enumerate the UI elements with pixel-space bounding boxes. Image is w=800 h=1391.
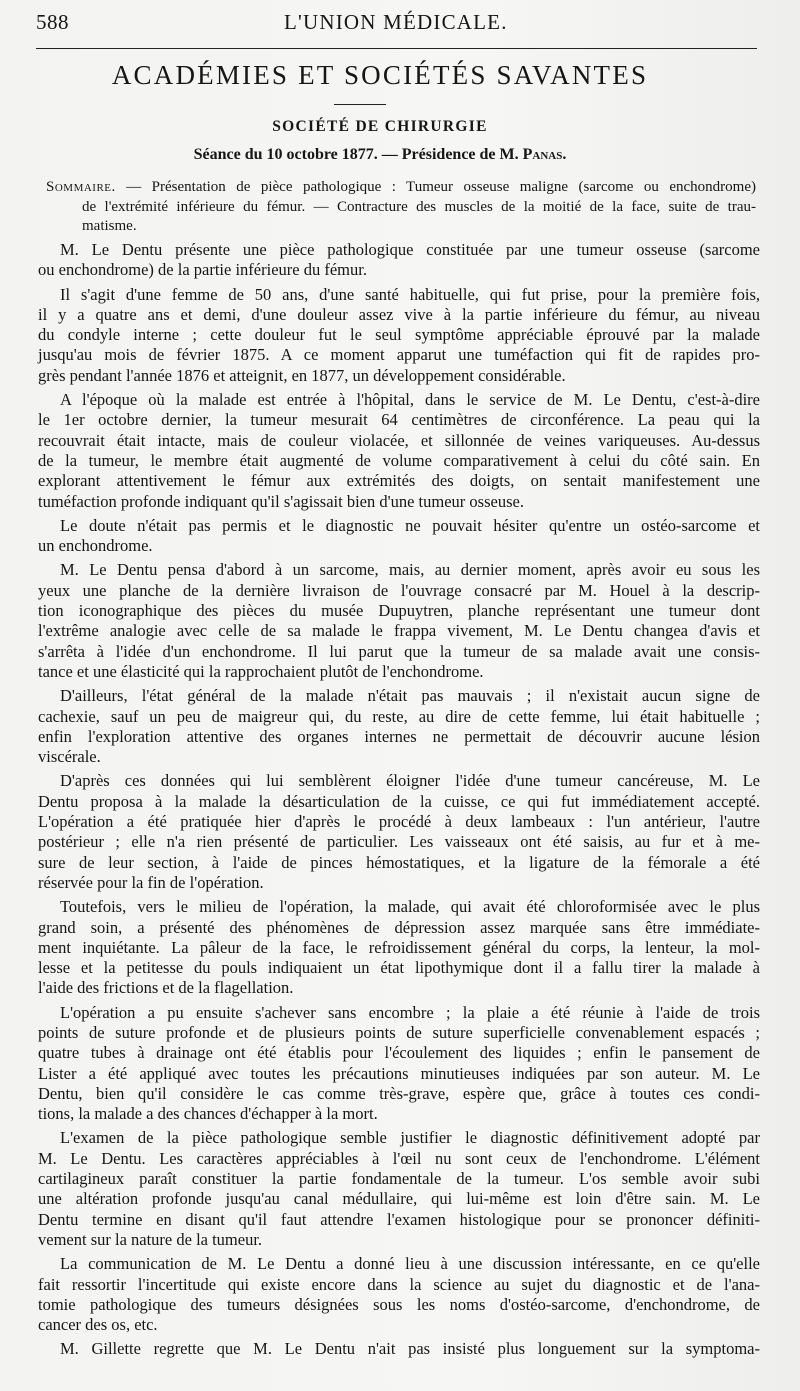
text-line: tance et une élasticité qui la rapprochaient plutôt de l'enchondrome. xyxy=(38,661,484,681)
text-line: enfin l'exploration attentive des organes internes ne permettait de découvrir aucune lésion xyxy=(38,726,760,746)
text-line: Dentu, bien qu'il considère le cas comme très-grave, espère que, grâce à toutes ces condi- xyxy=(38,1083,760,1103)
paragraph xyxy=(38,560,760,682)
paragraph xyxy=(38,1339,760,1359)
paragraph xyxy=(38,686,760,767)
text-line: recouvrait était intacte, mais de couleur violacée, et sillonnée de veines variqueuses. Au-dessus xyxy=(38,430,760,450)
text-line: l'extrême analogie avec celle de sa malade le frappa vivement, M. Le Dentu changea d'avis et xyxy=(38,621,760,641)
text-line: quatre tubes à drainage ont été établis pour l'écoulement des liquides ; enfin le pansement de xyxy=(38,1043,760,1063)
text-line: vement sur la nature de la tumeur. xyxy=(38,1229,263,1249)
text-line: s'arrêta à l'idée d'un enchondrome. Il lui parut que la tumeur de sa malade avait une consis- xyxy=(38,641,760,661)
summary xyxy=(46,178,756,237)
text-line: ou enchondrome) de la partie inférieure du fémur. xyxy=(38,260,367,280)
text-line: sure de leur section, à l'aide de pinces hémostatiques, et la ligature de la fémorale a été xyxy=(38,852,760,872)
paragraph xyxy=(38,285,760,386)
text-line: un enchondrome. xyxy=(38,536,153,556)
text-line: L'opération a été pratiquée hier d'après le procédé à deux lambeaux : l'un antérieur, l'autre xyxy=(38,812,760,832)
text-line: lesse et la petitesse du pouls indiquaient un état lipothymique dont il a fallu tirer la malade à xyxy=(38,958,760,978)
paragraph xyxy=(38,1003,760,1125)
text-line: le 1er octobre dernier, la tumeur mesurait 64 centimètres de circonférence. La peau qui la xyxy=(38,410,760,430)
society-title: SOCIÉTÉ DE CHIRURGIE xyxy=(272,118,488,135)
paragraph xyxy=(38,1128,760,1250)
session-text: Séance du 10 octobre 1877. — Présidence de M. xyxy=(193,146,523,163)
text-line: réservée pour la fin de l'opération. xyxy=(38,872,264,892)
text-line: points de suture profonde et de plusieurs points de suture superficielle convenablement espacés ; xyxy=(38,1022,760,1042)
paragraph xyxy=(38,897,760,998)
text-line: cachexie, sauf un peu de maigreur qui, du reste, au dire de cette femme, lui était habituelle ; xyxy=(38,706,760,726)
text-line: yeux une planche de la dernière livraison de l'ouvrage consacré par M. Houel à la descrip- xyxy=(38,580,760,600)
text-line: viscérale. xyxy=(38,747,101,767)
text-line: Dentu proposa à la malade la désarticulation de la cuisse, ce qui fut immédiatement accepté. xyxy=(38,791,760,811)
text-line: postérieur ; elle n'a rien présenté de particulier. Les vaisseaux ont été saisis, au fur et à me- xyxy=(38,832,760,852)
text-line: cartilagineux paraît constituer la partie fondamentale de la tumeur. L'os semble avoir subi xyxy=(38,1169,760,1189)
text-line: Il s'agit d'une femme de 50 ans, d'une santé habituelle, qui fut prise, pour la première fois, xyxy=(60,284,760,304)
paragraph xyxy=(38,1254,760,1335)
text-line: L'examen de la pièce pathologique semble justifier le diagnostic définitivement adopté par xyxy=(60,1128,760,1148)
text-line: explorant attentivement le fémur aux extrémités des doigts, on sentait manifestement une xyxy=(38,471,760,491)
text-line: de la tumeur, le membre était augmenté de volume comparativement à celui du côté sain. En xyxy=(38,450,760,470)
text-line: grès pendant l'année 1876 et atteignit, en 1877, un développement considérable. xyxy=(38,365,566,385)
text-line: tomie pathologique des tumeurs désignées sous les noms d'ostéo-sarcome, d'enchondrome, de xyxy=(38,1294,760,1314)
summary-label: Sommaire. xyxy=(46,179,116,195)
summary-line-text: — Présentation de pièce pathologique : Tumeur osseuse maligne (sarcome ou enchondrome) xyxy=(115,179,756,195)
paragraph xyxy=(38,240,760,281)
text-line: Lister a été appliqué avec toutes les précautions minutieuses indiquées par son auteur. M. Le xyxy=(38,1063,760,1083)
text-line: tion iconographique des pièces du musée Dupuytren, planche représentant une tumeur dont xyxy=(38,601,760,621)
session-line xyxy=(0,146,760,164)
text-line: l'aide des frictions et de la flagellation. xyxy=(38,978,294,998)
page-header xyxy=(36,6,756,40)
text-line: tuméfaction profonde indiquant qu'il s'agissait bien d'une tumeur osseuse. xyxy=(38,491,524,511)
text-line: Le doute n'était pas permis et le diagnostic ne pouvait hésiter qu'entre un ostéo-sarcome et xyxy=(60,515,760,535)
text-line: M. Gillette regrette que M. Le Dentu n'ait pas insisté plus longuement sur la symptoma- xyxy=(60,1339,760,1359)
text-line: jusqu'au mois de février 1875. A ce moment apparut une tuméfaction qui fit de rapides pro- xyxy=(38,345,760,365)
paragraph xyxy=(38,516,760,557)
text-line: du condyle interne ; cette douleur fut le seul symptôme appréciable éprouvé par la malade xyxy=(38,325,760,345)
session-president: Panas xyxy=(522,146,563,163)
text-line: A l'époque où la malade est entrée à l'hôpital, dans le service de M. Le Dentu, c'est-à-dire xyxy=(60,390,760,410)
text-line: L'opération a pu ensuite s'achever sans encombre ; la plaie a été réunie à l'aide de trois xyxy=(60,1002,760,1022)
paragraph xyxy=(38,390,760,512)
journal-title: L'UNION MÉDICALE. xyxy=(284,10,508,34)
text-line: Toutefois, vers le milieu de l'opération, la malade, qui avait été chloroformisée avec le plus xyxy=(60,897,760,917)
article-body xyxy=(38,240,760,1364)
text-line: tions, la malade a des chances d'échapper à la mort. xyxy=(38,1104,378,1124)
text-line: M. Le Dentu pensa d'abord à un sarcome, mais, au dernier moment, après avoir eu sous les xyxy=(60,560,760,580)
text-line: La communication de M. Le Dentu a donné lieu à une discussion intéressante, en ce qu'elle xyxy=(60,1254,760,1274)
summary-line xyxy=(46,178,756,198)
text-line: M. Le Dentu. Les caractères appréciables à l'œil nu sont ceux de l'enchondrome. L'élément xyxy=(38,1148,760,1168)
summary-line: de l'extrémité inférieure du fémur. — Contracture des muscles de la moitié de la face, suite de trau- xyxy=(82,198,756,215)
session-end: . xyxy=(562,146,567,163)
text-line: Dentu termine en disant qu'il faut attendre l'examen histologique pour se prononcer définiti- xyxy=(38,1209,760,1229)
text-line: M. Le Dentu présente une pièce pathologique constituée par une tumeur osseuse (sarcome xyxy=(60,240,760,259)
section-divider xyxy=(334,104,386,105)
text-line: grand soin, a présenté des phénomènes de dépression assez marquée sans être immédiate- xyxy=(38,917,760,937)
text-line: D'après ces données qui lui semblèrent éloigner l'idée d'une tumeur cancéreuse, M. Le xyxy=(60,771,760,791)
text-line: D'ailleurs, l'état général de la malade n'était pas mauvais ; il n'existait aucun signe de xyxy=(60,686,760,706)
text-line: fait ressortir l'incertitude qui existe encore dans la science au sujet du diagnostic et de l'ana- xyxy=(38,1274,760,1294)
text-line: ment inquiétante. La pâleur de la face, le refroidissement général du corps, la lenteur, la mol- xyxy=(38,937,760,957)
text-line: cancer des os, etc. xyxy=(38,1315,158,1335)
summary-line: matisme. xyxy=(82,218,137,234)
header-rule xyxy=(36,48,757,49)
text-line: une altération profonde jusqu'au canal médullaire, qui lui-même est loin d'être sain. M. Le xyxy=(38,1189,760,1209)
text-line: il y a quatre ans et demi, d'une douleur assez vive à la partie inférieure du fémur, au niveau xyxy=(38,304,760,324)
paragraph xyxy=(38,771,760,893)
page-number: 588 xyxy=(36,10,69,34)
section-title: ACADÉMIES ET SOCIÉTÉS SAVANTES xyxy=(111,60,649,90)
